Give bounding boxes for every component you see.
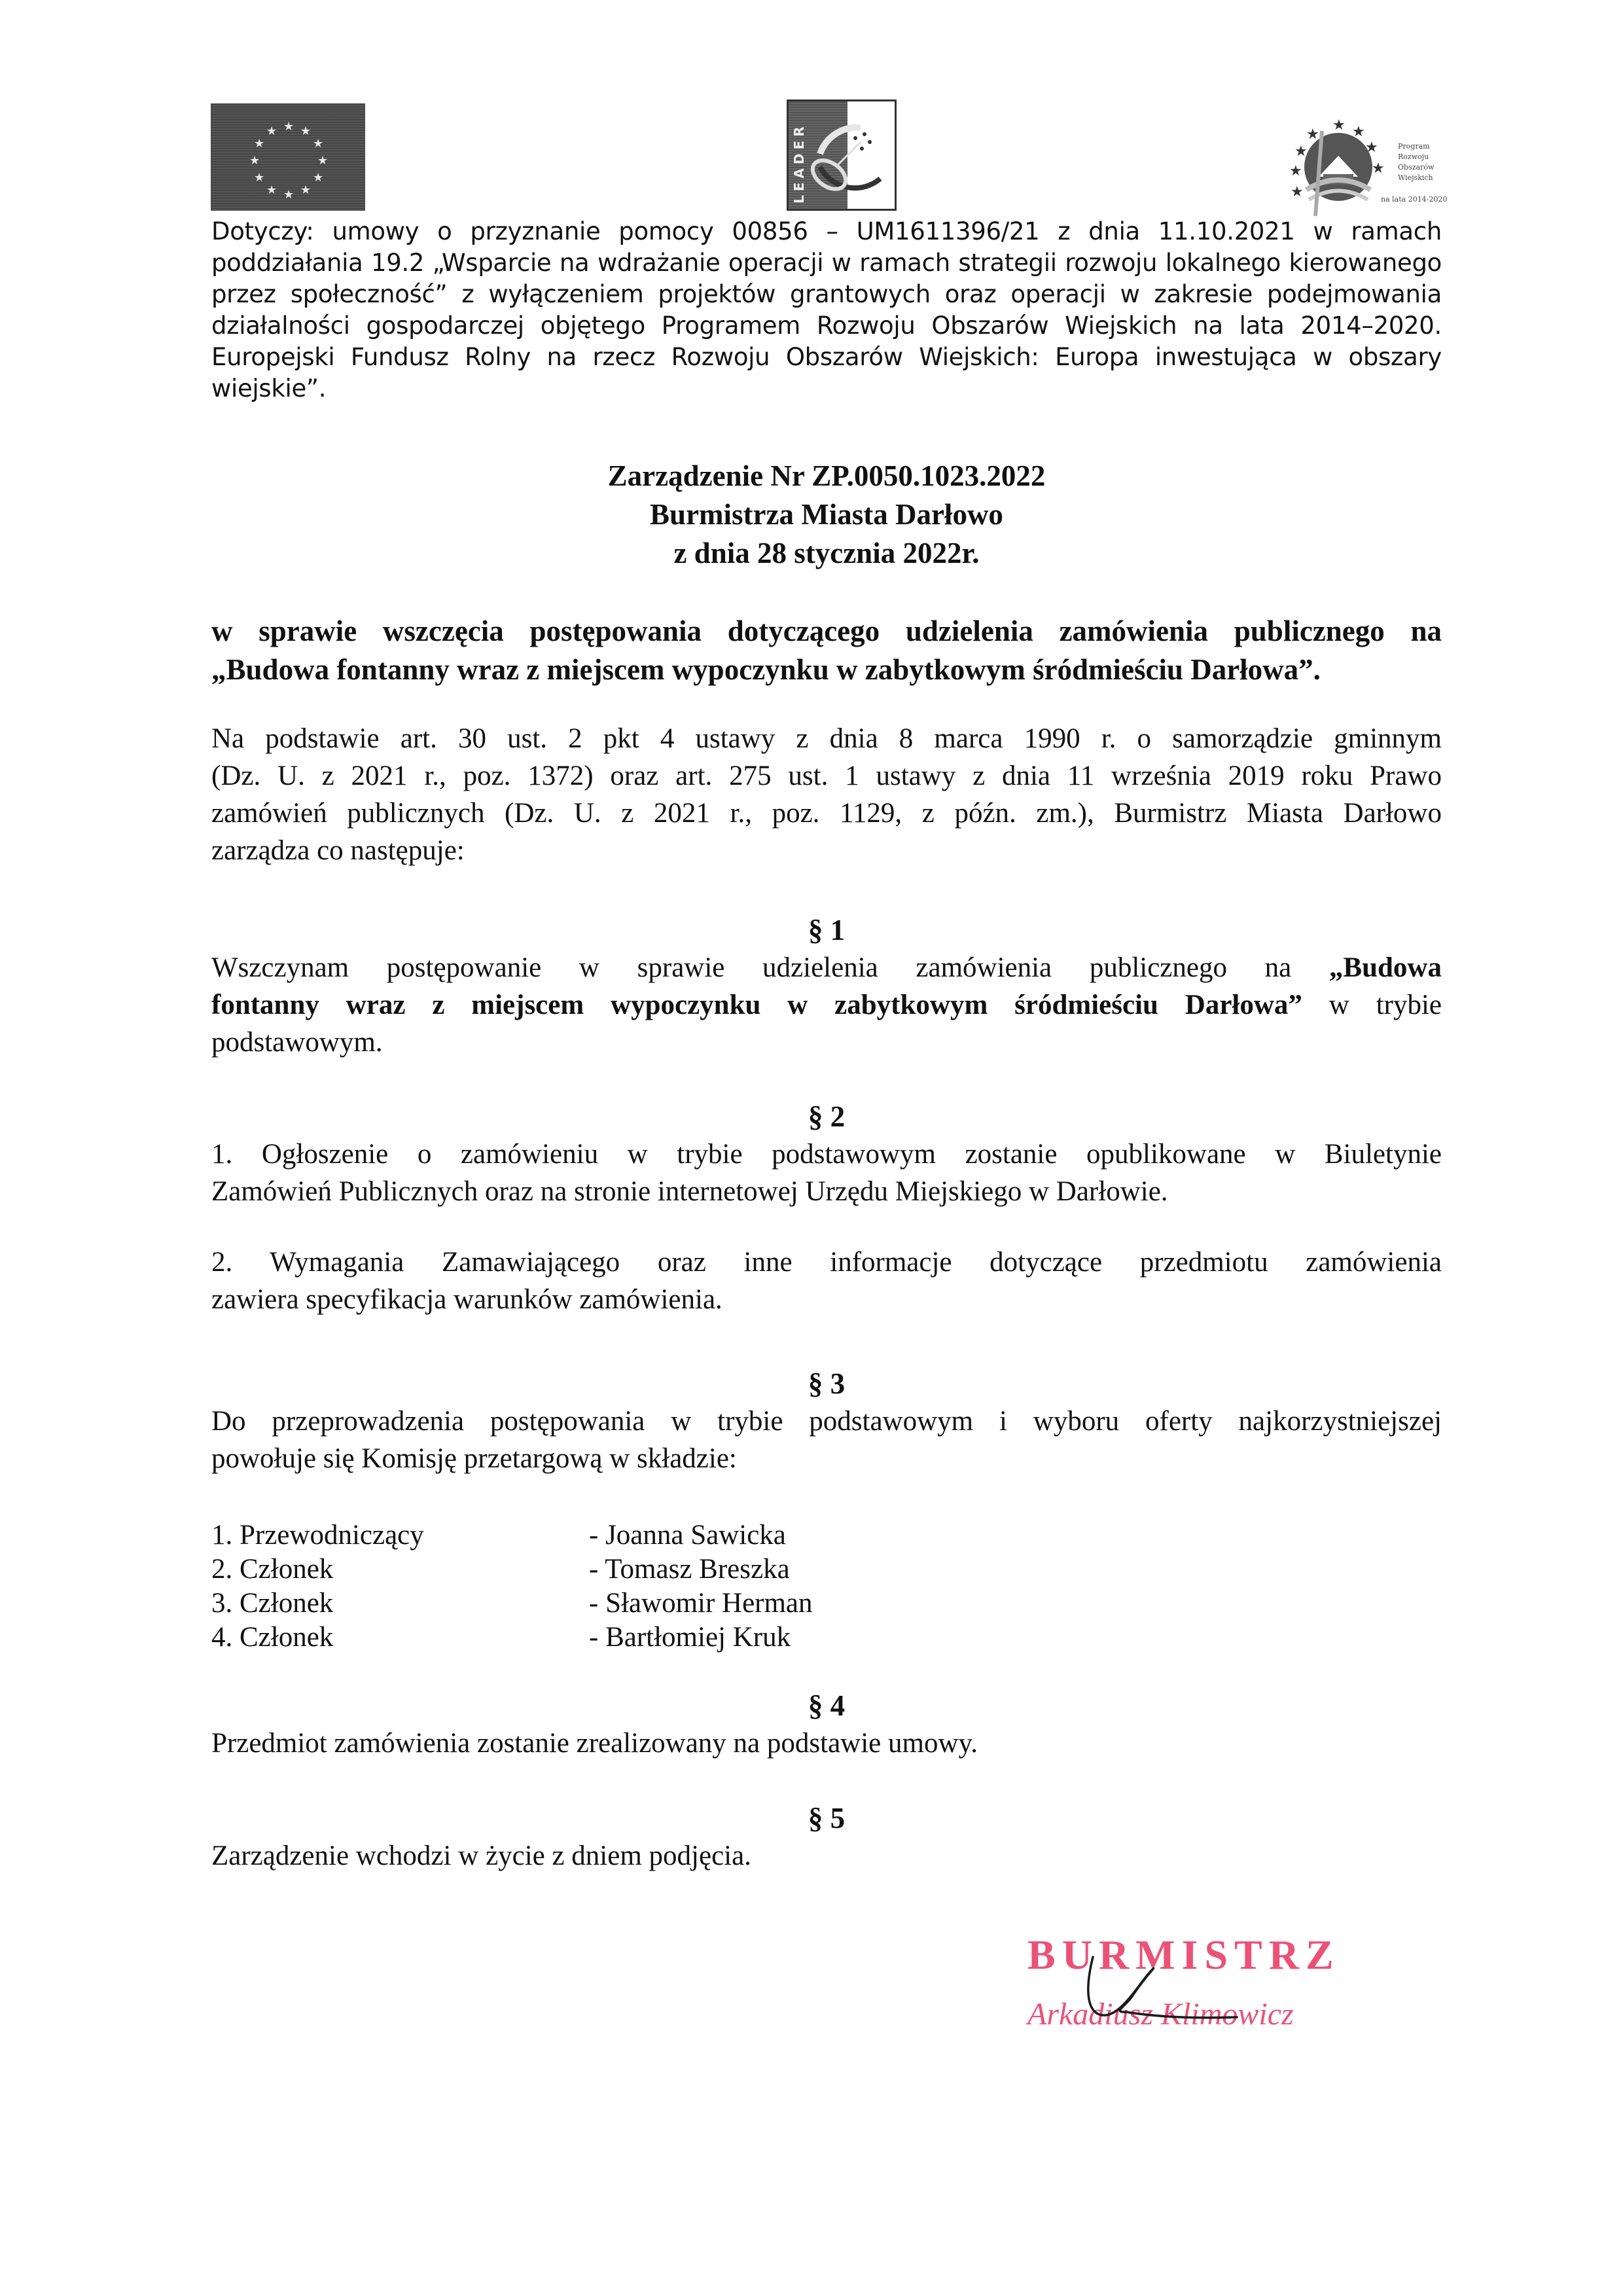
section-1-body [211, 949, 1442, 1061]
prow-line: Wiejskich [1398, 173, 1433, 182]
eu-star-icon: ★ [266, 183, 277, 196]
section-2-line: zawiera specyfikacja warunków zamówienia. [211, 1284, 722, 1315]
header-line: Europejski Fundusz Rolny na rzecz Rozwoju Obszarów Wiejskich: Europa inwestująca w obszary [211, 343, 1442, 371]
eu-star-icon: ★ [313, 171, 324, 184]
eu-star-icon: ★ [317, 154, 329, 167]
committee-role: 2. Członek [211, 1554, 334, 1585]
header-line: Dotyczy: umowy o przyznanie pomocy 00856 – UM1611396/21 z dnia 11.10.2021 w ramach [211, 217, 1442, 245]
committee-name: - Tomasz Breszka [589, 1554, 790, 1585]
document-subject [211, 612, 1442, 689]
subject-line: w sprawie wszczęcia postępowania dotyczącego udzielenia zamówienia publicznego na [211, 615, 1442, 647]
committee-name: - Sławomir Herman [589, 1588, 813, 1619]
eu-star-icon: ★ [266, 124, 277, 137]
svg-text:★: ★ [1332, 117, 1346, 134]
section-1-mark: § 1 [808, 914, 846, 946]
svg-text:★: ★ [1291, 184, 1304, 200]
preamble [211, 720, 1442, 869]
section-2-line: 1. Ogłoszenie o zamówieniu w trybie podstawowym zostanie opublikowane w Biuletynie [211, 1139, 1442, 1170]
funding-header [211, 216, 1442, 404]
section-1-line: podstawowym. [211, 1027, 383, 1058]
subject-line: „Budowa fontanny wraz z miejscem wypoczynku w zabytkowym śródmieściu Darłowa”. [211, 653, 1321, 686]
eu-star-icon: ★ [249, 154, 260, 167]
svg-text:★: ★ [1365, 139, 1378, 156]
eu-stars-icon [211, 103, 365, 211]
svg-text:★: ★ [1306, 126, 1319, 143]
section-1-line [211, 986, 1442, 1024]
eu-star-icon: ★ [313, 137, 324, 150]
committee-role: 3. Członek [211, 1588, 334, 1619]
leader-logo [787, 99, 897, 211]
title-number: Zarządzenie Nr ZP.0050.1023.2022 [607, 459, 1046, 492]
stamp-title: BURMISTRZ [1027, 1931, 1340, 1978]
section-2-point-1 [211, 1136, 1442, 1210]
title-issuer: Burmistrza Miasta Darłowo [650, 498, 1003, 531]
mayor-stamp [1027, 1931, 1368, 2049]
section-5-body: Zarządzenie wchodzi w życie z dniem podjęcia. [211, 1840, 751, 1871]
section-1-line [211, 949, 1442, 986]
svg-text:★: ★ [1372, 160, 1385, 177]
committee-role: 1. Przewodniczący [211, 1520, 424, 1551]
svg-text:★: ★ [1352, 124, 1365, 140]
section-4-mark: § 4 [808, 1689, 846, 1722]
preamble-line: zamówień publicznych (Dz. U. z 2021 r., poz. 1129, z późn. zm.), Burmistrz Miasta Darłowo [211, 798, 1442, 829]
prow-line: Program [1398, 142, 1430, 151]
prow-line: Obszarów [1398, 163, 1435, 171]
stamp-name: Arkadiusz Klimowicz [1027, 1997, 1294, 2032]
section-2-line: Zamówień Publicznych oraz na stronie internetowej Urzędu Miejskiego w Darłowie. [211, 1176, 1168, 1207]
header-line: przez społeczność” z wyłączeniem projektów grantowych oraz operacji w zakresie podejmowania [211, 280, 1442, 308]
section-2-mark: § 2 [808, 1100, 846, 1133]
section-3-mark: § 3 [808, 1367, 846, 1400]
header-line: działalności gospodarczej objętego Programem Rozwoju Obszarów Wiejskich na lata 2014–2020. [211, 312, 1442, 340]
header-line: poddziałania 19.2 „Wsparcie na wdrażanie operacji w ramach strategii rozwoju lokalnego kierowanego [211, 249, 1442, 277]
section-1-title-start: „Budowa [1329, 952, 1442, 983]
prow-logo-text [1398, 141, 1434, 183]
eu-star-icon: ★ [283, 188, 294, 201]
section-1-title: fontanny wraz z miejscem wypoczynku w zabytkowym śródmieściu Darłowa” [211, 990, 1302, 1020]
section-1-text: w trybie [1302, 990, 1442, 1020]
eu-star-icon: ★ [300, 124, 312, 137]
svg-text:★: ★ [1289, 163, 1302, 179]
prow-emblem-icon [1283, 105, 1394, 223]
prow-logo [1283, 105, 1466, 223]
leader-logo-text: LEADER [791, 122, 807, 204]
handwritten-signature-icon [1067, 1944, 1263, 2036]
eu-star-icon: ★ [254, 137, 265, 150]
section-2-line: 2. Wymagania Zamawiającego oraz inne informacje dotyczące przedmiotu zamówienia [211, 1247, 1442, 1278]
committee-name: - Joanna Sawicka [589, 1520, 786, 1551]
prow-line: Rozwoju [1398, 152, 1429, 161]
document-title [211, 457, 1442, 573]
eu-star-icon: ★ [300, 183, 312, 196]
committee-name: - Bartłomiej Kruk [589, 1622, 791, 1653]
eu-star-icon: ★ [283, 120, 294, 133]
section-1-text: Wszczynam postępowanie w sprawie udzielenia zamówienia publicznego na [211, 952, 1329, 983]
title-date: z dnia 28 stycznia 2022r. [673, 537, 980, 569]
section-2-point-2 [211, 1244, 1442, 1318]
eu-star-icon: ★ [254, 171, 265, 184]
preamble-line: zarządza co następuje: [211, 835, 465, 866]
section-4-body: Przedmiot zamówienia zostanie zrealizowany na podstawie umowy. [211, 1728, 978, 1759]
svg-text:★: ★ [1294, 143, 1308, 160]
eu-flag-logo [211, 103, 365, 211]
leader-emblem-icon [789, 101, 895, 209]
preamble-line: Na podstawie art. 30 ust. 2 pkt 4 ustawy z dnia 8 marca 1990 r. o samorządzie gminnym [211, 723, 1442, 754]
section-3-line: Do przeprowadzenia postępowania w trybie podstawowym i wyboru oferty najkorzystniejszej [211, 1406, 1442, 1437]
preamble-line: (Dz. U. z 2021 r., poz. 1372) oraz art. 275 ust. 1 ustawy z dnia 11 września 2019 roku Prawo [211, 761, 1442, 791]
committee-role: 4. Członek [211, 1622, 334, 1653]
section-3-body [211, 1403, 1442, 1477]
header-line: wiejskie”. [211, 374, 327, 403]
section-3-line: powołuje się Komisję przetargową w składzie: [211, 1443, 737, 1474]
section-5-mark: § 5 [808, 1802, 846, 1835]
prow-logo-years: na lata 2014-2020 [1381, 195, 1448, 204]
